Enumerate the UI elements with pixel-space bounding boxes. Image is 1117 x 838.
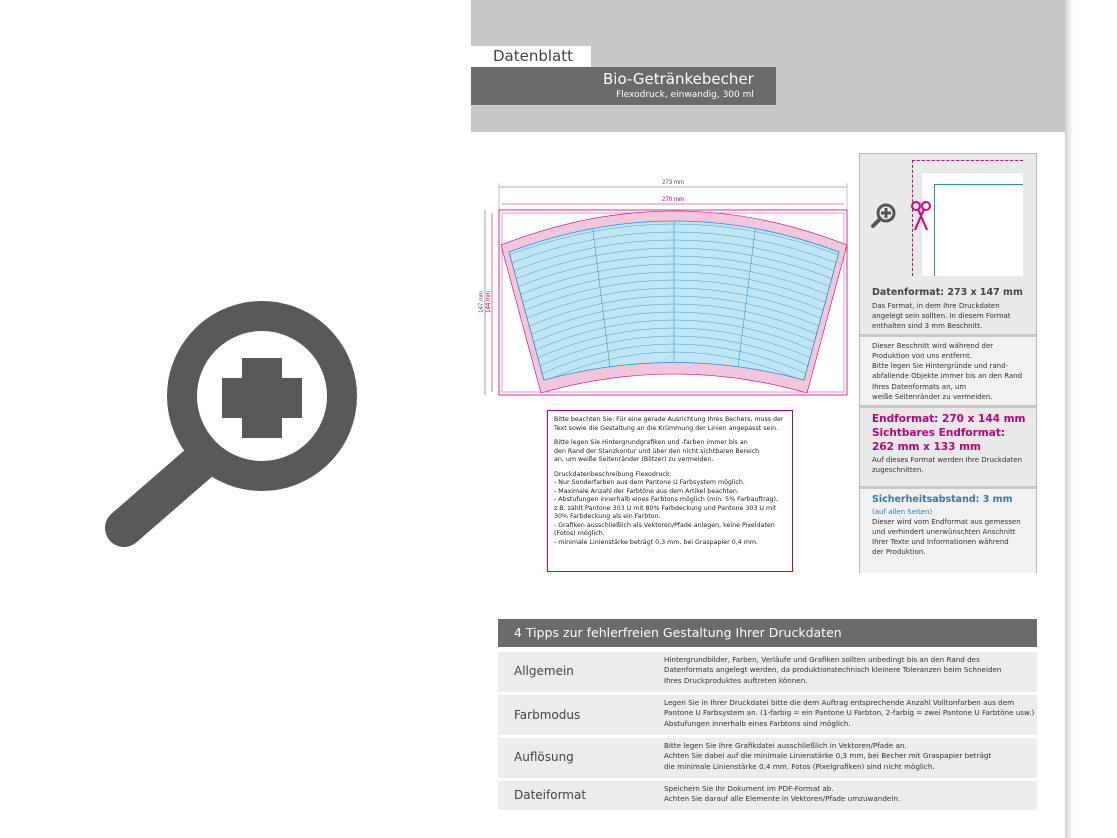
print-template-diagram: [471, 175, 851, 410]
tip-row-aufloesung: [498, 738, 1037, 778]
tip-line: Abstufungen innerhalb eines Farbtons sind möglich.: [664, 718, 851, 728]
notes-line: - Maximale Anzahl der Farbtöne aus dem Artikel beachten.: [554, 487, 739, 495]
scissors-icon: [909, 200, 933, 232]
beschnitt-section: [860, 337, 1036, 405]
tips-heading: 4 Tipps zur fehlerfreien Gestaltung Ihrer Druckdaten: [498, 619, 1037, 647]
dim-width-outer: 273 mm: [662, 180, 684, 186]
sicherheit-title: Sicherheitsabstand: 3 mm: [872, 494, 1013, 505]
tip-label: Auflösung: [514, 750, 574, 764]
panel-line: angelegt sein sollten. In diesem Format: [872, 311, 1011, 320]
panel-line: enthalten sind 3 mm Beschnitt.: [872, 322, 983, 331]
tip-line: Speichern Sie Ihr Dokument im PDF-Format ab.: [664, 784, 834, 793]
tip-label: Farbmodus: [514, 708, 581, 722]
dim-height-outer: 147 mm: [479, 291, 485, 313]
notes-line: 30% Farbdeckung als ein Farbton.: [554, 513, 661, 520]
tip-line: Datenformats angelegt werden, da produktionstechnisch kleinere Toleranzen beim Schneiden: [664, 665, 1002, 675]
panel-line: abfallende Objekte immer bis an den Rand: [872, 372, 1023, 381]
notes-line: Text sowie die Gestaltung an die Krümmung der Linien angepasst sein.: [554, 424, 779, 432]
tip-line: Legen Sie in Ihrer Druckdatei bitte die dem Auftrag entsprechende Anzahl Volltonfarben aus dem: [664, 698, 1015, 707]
tip-line: Ihres Druckproduktes auftreten können.: [664, 675, 808, 685]
sicherheit-section: [860, 489, 1036, 573]
notes-line: - Nur Sonderfarben aus dem Pantone U Farbsystem möglich.: [554, 479, 745, 486]
notes-line: Bitte beachten Sie: Für eine gerade Ausrichtung Ihres Bechers, muss der: [554, 416, 784, 423]
zoom-in-icon-small[interactable]: [870, 202, 898, 230]
tip-line: Pantone U Farbsystem an. (1-farbig = ein Pantone U Farbton, 2-farbig = zwei Pantone U Farbtöne usw.): [664, 708, 1035, 718]
safety-corner-marker: [934, 184, 1023, 276]
notes-line: - minimale Linienstärke beträgt 0,3 mm, bei Graspapier 0,4 mm.: [554, 538, 758, 546]
product-title: Bio-Getränkebecher: [603, 70, 754, 88]
notes-line: (Fotos) möglich.: [554, 530, 605, 537]
title-bar: [471, 67, 776, 105]
tip-text: [664, 698, 1036, 729]
product-subtitle: Flexodruck, einwandig, 300 ml: [616, 90, 754, 100]
format-preview: [860, 154, 1036, 282]
panel-line: Produktion von uns entfernt.: [872, 352, 972, 361]
datenformat-section: [860, 282, 1036, 334]
datenformat-title: Datenformat: 273 x 147 mm: [872, 287, 1023, 298]
datasheet-page: [471, 0, 1065, 838]
panel-line: und verhindert unerwünschten Anschnitt: [872, 528, 1016, 537]
panel-line: Dieser wird vom Endformat aus gemessen: [872, 517, 1021, 526]
panel-line: weiße Seitenränder zu vermeiden.: [872, 392, 993, 401]
tip-text: [664, 655, 1036, 686]
notes-line: Bitte legen Sie Hintergrundgrafiken und -farben immer bis an: [554, 439, 748, 446]
page-shadow: [1065, 0, 1073, 838]
panel-line: Ihres Datenformats an, um: [872, 382, 967, 391]
panel-line: Auf dieses Format werden Ihre Druckdaten: [872, 455, 1023, 464]
tip-line: Achten Sie darauf alle Elemente in Vektoren/Pfade umzuwandeln.: [664, 794, 901, 804]
panel-line: Das Format, in dem Ihre Druckdaten: [872, 301, 1000, 310]
notes-line: Druckdatenbeschreibung Flexodruck:: [554, 470, 672, 478]
panel-line: der Produktion.: [872, 548, 926, 557]
sichtbar-title: Sichtbares Endformat:: [872, 427, 1006, 440]
notes-line: - Grafiken ausschließlich als Vektoren/Pfade anlegen, keine Pixeldaten: [554, 521, 775, 529]
print-notes-box: [547, 410, 793, 572]
tip-label: Allgemein: [514, 664, 574, 678]
tip-row-allgemein: [498, 652, 1037, 692]
panel-line: Bitte legen Sie Hintergründe und rand-: [872, 362, 1009, 371]
endformat-section: [860, 408, 1036, 486]
endformat-title: Endformat: 270 x 144 mm: [872, 413, 1026, 425]
sichtbar-size: 262 mm x 133 mm: [872, 441, 981, 454]
dim-width-inner: 270 mm: [662, 197, 684, 203]
tip-row-dateiformat: [498, 781, 1037, 810]
format-legend-panel: [859, 153, 1037, 573]
notes-line: - Abstufungen innerhalb eines Farbtons möglich (min. 5% Farbauftrag),: [554, 496, 778, 503]
tip-line: Hintergrundbilder, Farben, Verläufe und Grafiken sollten unbedingt bis an den Rand des: [664, 655, 980, 664]
tip-line: Achten Sie dabei auf die minimale Linienstärke 0,3 mm, bei Becher mit Graspapier beträgt: [664, 751, 992, 761]
notes-line: z.B. zählt Pantone 303 U mit 80% Farbdeckung und Pantone 303 U mit: [554, 504, 777, 512]
tip-row-farbmodus: [498, 695, 1037, 735]
tip-line: Bitte legen Sie Ihre Grafikdatei ausschließlich in Vektoren/Pfade an.: [664, 741, 907, 750]
zoom-in-icon[interactable]: [104, 292, 368, 548]
datasheet-tab-label: Datenblatt: [471, 46, 591, 67]
panel-line: zugeschnitten.: [872, 465, 924, 474]
tip-text: [664, 741, 1036, 772]
tip-text: [664, 784, 1036, 805]
tip-line: die minimale Linienstärke 0,4 mm. Fotos (Pixelgrafiken) sind nicht möglich.: [664, 761, 935, 771]
notes-line: an, um weiße Seitenränder (Blitzer) zu vermeiden.: [554, 456, 714, 463]
tip-label: Dateiformat: [514, 788, 587, 802]
panel-line: Ihrer Texte und Informationen während: [872, 538, 1009, 547]
sicherheit-subtitle: (auf allen Seiten): [872, 507, 933, 516]
dim-height-inner: 144 mm: [486, 291, 492, 313]
notes-line: den Rand der Stanzkontur und über den nicht sichtbaren Bereich: [554, 447, 760, 455]
panel-line: Dieser Beschnitt wird während der: [872, 342, 994, 350]
